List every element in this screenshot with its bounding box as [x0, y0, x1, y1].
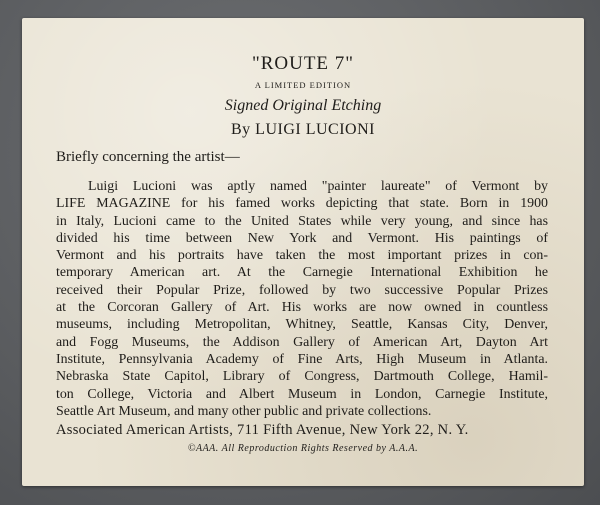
document-title: "ROUTE 7" — [251, 53, 355, 74]
body-line: LIFE MAGAZINE for his famed works depicting that state. Born in 1900 — [56, 196, 548, 212]
publisher-address: Associated American Artists, 711 Fifth Avenue, New York 22, N. Y. — [56, 422, 469, 438]
body-line: and Fogg Museums, the Addison Gallery of American Art, Dayton Art — [56, 334, 548, 350]
edition-label: A LIMITED EDITION — [254, 80, 352, 90]
artist-byline: By LUIGI LUCIONI — [231, 121, 375, 138]
body-line: Institute, Pennsylvania Academy of Fine Arts, High Museum in Atlanta. — [56, 351, 548, 367]
body-line: museums, including Metropolitan, Whitney, Seattle, Kansas City, Denver, — [56, 317, 548, 333]
intro-heading: Briefly concerning the artist— — [56, 149, 240, 165]
body-line: divided his time between New York and Vermont. His paintings of — [56, 230, 548, 246]
body-line: Luigi Lucioni was aptly named "painter laureate" of Vermont by — [88, 179, 548, 194]
body-line: temporary American art. At the Carnegie International Exhibition he — [56, 265, 548, 281]
body-line: Seattle Art Museum, and many other public and private collections. — [56, 403, 432, 419]
body-line: ton College, Victoria and Albert Museum in London, Carnegie Institute, — [56, 386, 548, 402]
body-line: in Italy, Lucioni came to the United States while very young, and since has — [56, 213, 548, 229]
body-line: at the Corcoran Gallery of Art. His works are now owned in countless — [56, 300, 548, 316]
body-line: Vermont and his portraits have taken the most important prizes in con- — [56, 248, 548, 264]
body-line: Nebraska State Capitol, Library of Congress, Dartmouth College, Hamil- — [56, 369, 548, 385]
document-subtitle: Signed Original Etching — [224, 97, 382, 114]
body-line: received their Popular Prize, followed by two successive Popular Prizes — [56, 282, 548, 298]
document-card — [22, 18, 584, 486]
body-paragraph — [56, 178, 548, 420]
copyright-notice: ©AAA. All Reproduction Rights Reserved by A.A.A. — [187, 443, 419, 454]
